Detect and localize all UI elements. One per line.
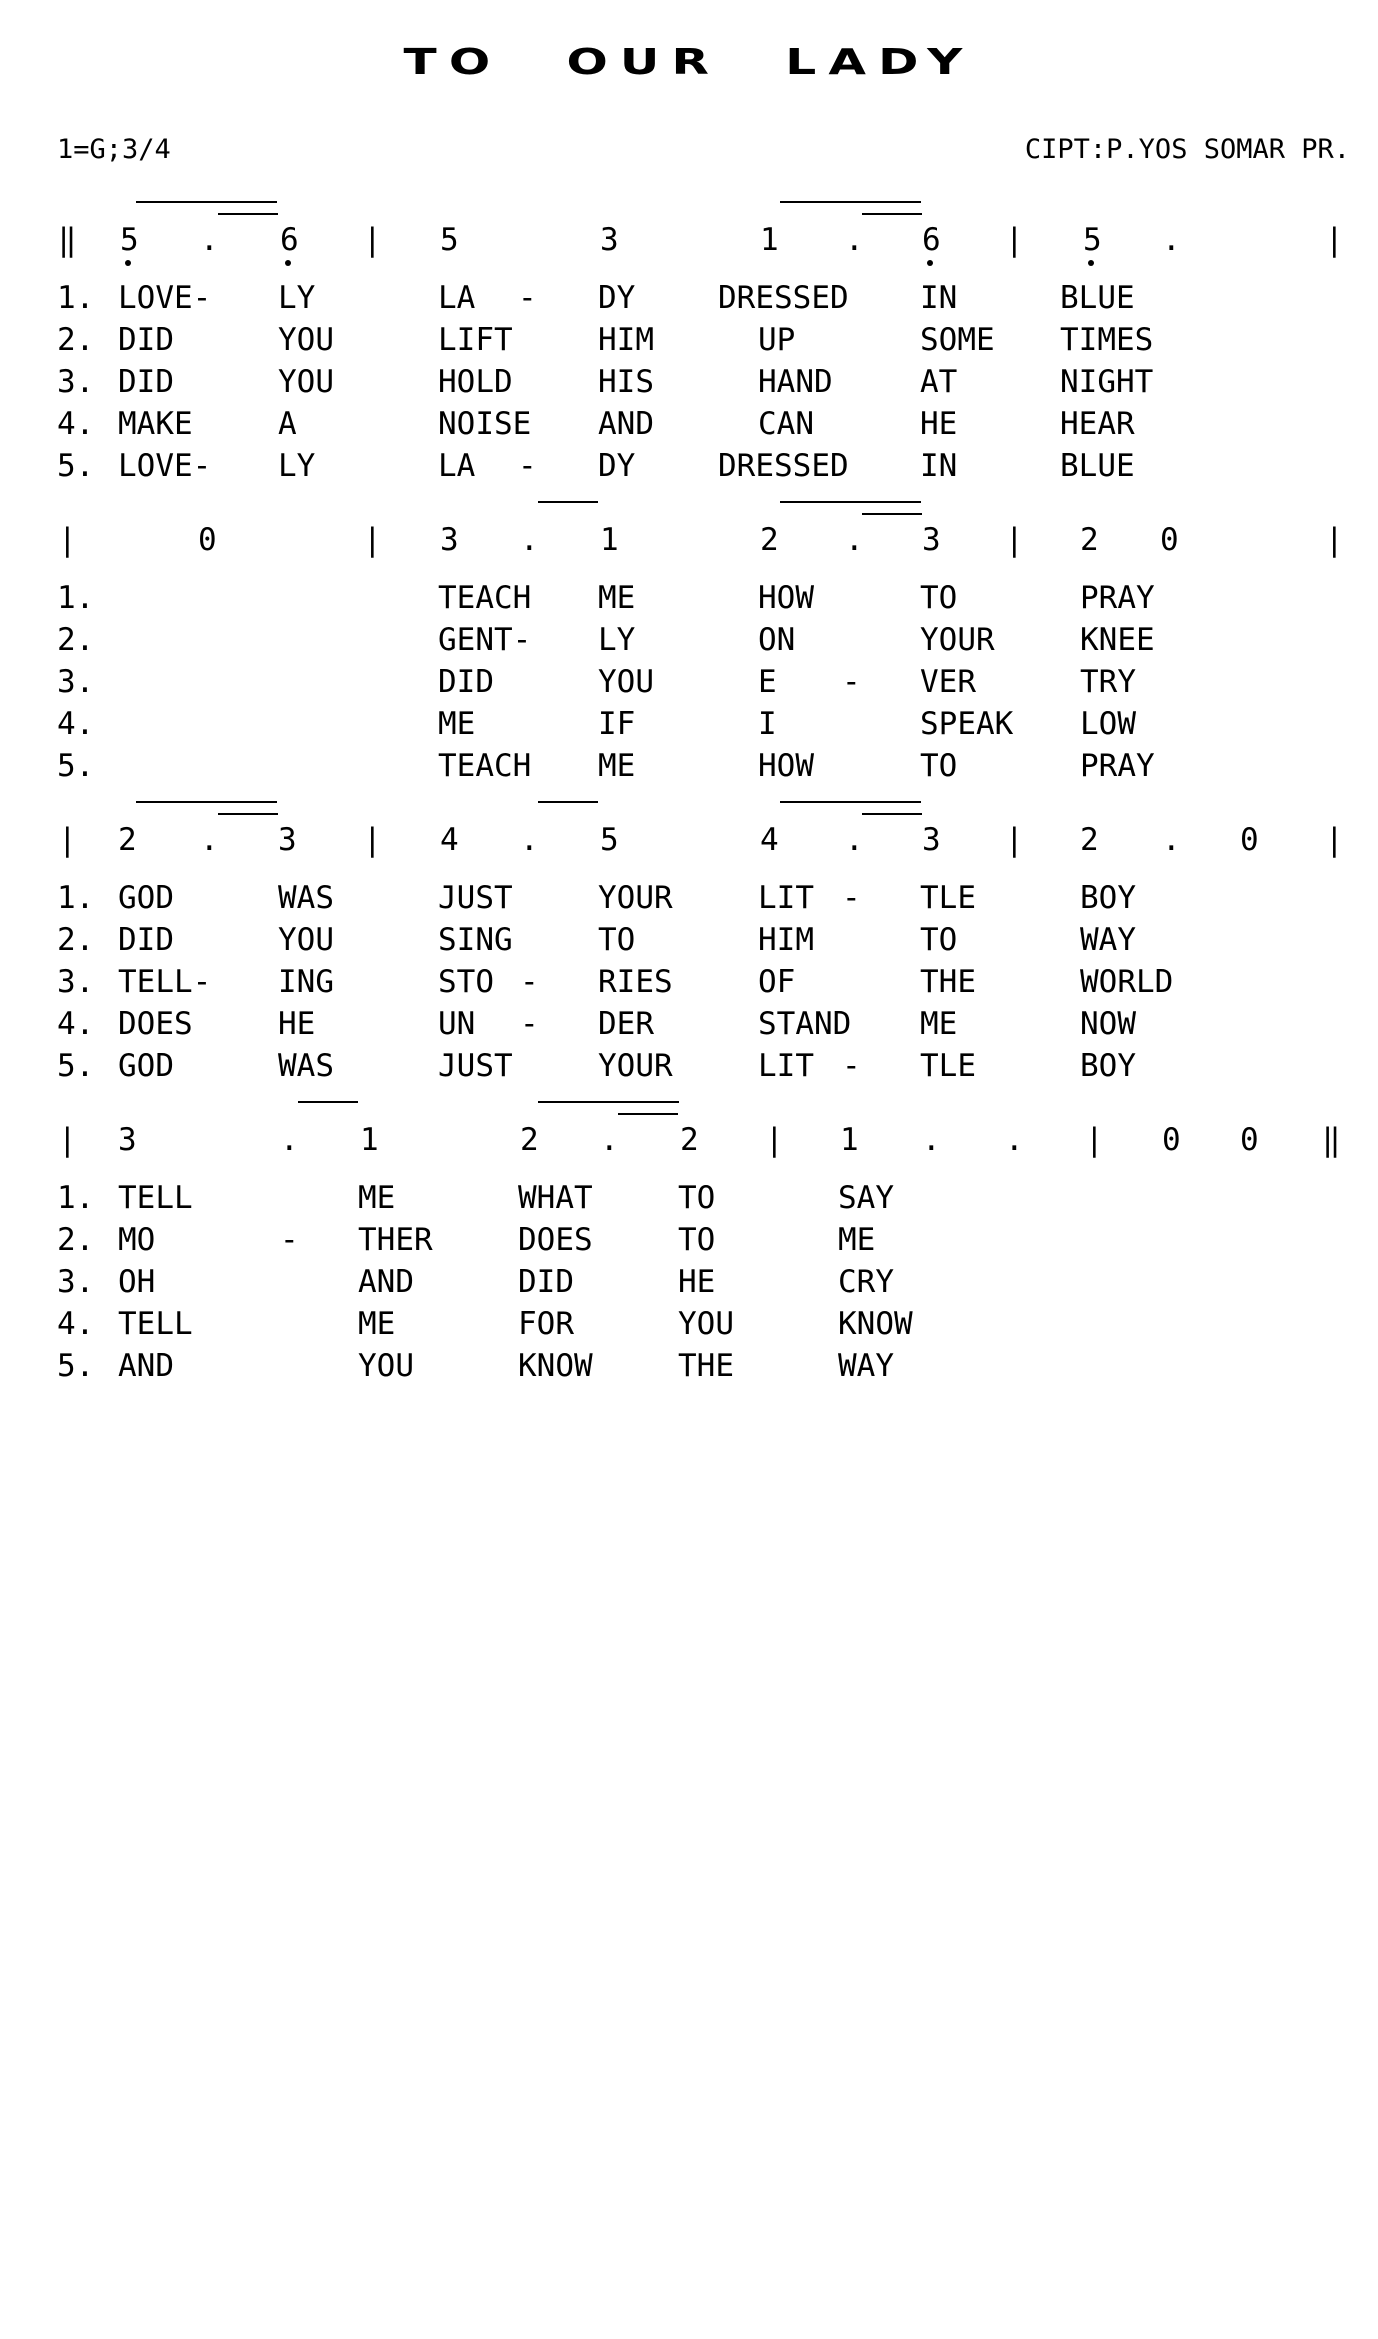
lyric-syllable: RIES [598, 964, 673, 1000]
notation-symbol: . [200, 222, 219, 258]
beam-line [780, 501, 921, 503]
lyric-syllable: GOD [118, 1048, 174, 1084]
lyric-syllable: HEAR [1060, 406, 1135, 442]
notation-symbol: 5 [120, 222, 139, 258]
notation-symbol: 0 [1240, 822, 1259, 858]
notation-symbol: 3 [440, 522, 459, 558]
beam-line [780, 201, 921, 203]
beam-line [538, 1101, 679, 1103]
lyric-syllable: ME [358, 1180, 396, 1216]
lyric-syllable: FOR [518, 1306, 574, 1342]
lyric-syllable: A [278, 406, 297, 442]
notation-symbol: . [280, 1122, 299, 1158]
notation-symbol: 1 [360, 1122, 379, 1158]
lyric-syllable: DID [518, 1264, 574, 1300]
lyric-syllable: THER [358, 1222, 433, 1258]
lyric-syllable: - [520, 1006, 539, 1042]
notation-symbol: | [363, 822, 382, 858]
lyric-syllable: TO [678, 1180, 716, 1216]
lyric-syllable: HIM [598, 322, 654, 358]
verse-number: 3. [57, 364, 95, 400]
lyric-syllable: WORLD [1080, 964, 1174, 1000]
lyric-syllable: - [520, 964, 539, 1000]
notation-symbol: 3 [118, 1122, 137, 1158]
lyric-syllable: VER [920, 664, 976, 700]
beam-line [538, 801, 598, 803]
verse-number: 5. [57, 448, 95, 484]
lyric-syllable: YOUR [598, 880, 673, 916]
lyric-syllable: - [842, 664, 861, 700]
verse-number: 3. [57, 1264, 95, 1300]
notation-symbol: 2 [680, 1122, 699, 1158]
beam-line [618, 1113, 678, 1115]
notation-symbol: 4 [760, 822, 779, 858]
lyric-syllable: HIS [598, 364, 654, 400]
lyric-syllable: LY [278, 280, 316, 316]
verse-number: 4. [57, 1006, 95, 1042]
verse-number: 4. [57, 1306, 95, 1342]
notation-symbol: | [1005, 222, 1024, 258]
beam-line [218, 813, 278, 815]
lyric-syllable: DOES [518, 1222, 593, 1258]
lyric-syllable: KNOW [838, 1306, 913, 1342]
lyric-syllable: LIT [758, 1048, 814, 1084]
lyric-syllable: - [518, 448, 537, 484]
notation-symbol: 1 [760, 222, 779, 258]
lyric-syllable: PRAY [1080, 580, 1155, 616]
lyric-syllable: HOW [758, 748, 814, 784]
lyric-syllable: TELL [118, 1180, 193, 1216]
notation-symbol: . [1162, 822, 1181, 858]
lyric-syllable: LIT [758, 880, 814, 916]
beam-line [862, 813, 922, 815]
lyric-syllable: YOUR [598, 1048, 673, 1084]
notation-symbol: 3 [278, 822, 297, 858]
notation-symbol: 4 [440, 822, 459, 858]
lyric-syllable: HE [278, 1006, 316, 1042]
octave-dot [1088, 260, 1094, 266]
notation-symbol: 0 [1162, 1122, 1181, 1158]
notation-symbol: 6 [280, 222, 299, 258]
lyric-syllable: TO [920, 748, 958, 784]
lyric-syllable: LA [438, 448, 476, 484]
verse-number: 2. [57, 622, 95, 658]
notation-symbol: 5 [600, 822, 619, 858]
verse-number: 1. [57, 280, 95, 316]
notation-symbol: 3 [922, 822, 941, 858]
notation-symbol: | [363, 522, 382, 558]
lyric-syllable: LOVE- [118, 448, 212, 484]
verse-number: 1. [57, 580, 95, 616]
notation-symbol: 0 [1160, 522, 1179, 558]
notation-symbol: | [1005, 522, 1024, 558]
notation-symbol: 0 [1240, 1122, 1259, 1158]
lyric-syllable: ME [920, 1006, 958, 1042]
lyric-syllable: TO [678, 1222, 716, 1258]
lyric-syllable: ME [598, 580, 636, 616]
lyric-syllable: DER [598, 1006, 654, 1042]
lyric-syllable: - [842, 1048, 861, 1084]
lyric-syllable: WAS [278, 1048, 334, 1084]
lyric-syllable: TEACH [438, 748, 532, 784]
notation-symbol: 5 [440, 222, 459, 258]
lyric-syllable: STO [438, 964, 494, 1000]
notation-symbol: 2 [520, 1122, 539, 1158]
lyric-syllable: GOD [118, 880, 174, 916]
lyric-syllable: IF [598, 706, 636, 742]
lyric-syllable: KNOW [518, 1348, 593, 1384]
lyric-syllable: MO [118, 1222, 156, 1258]
notation-symbol: 2 [1080, 522, 1099, 558]
lyric-syllable: TLE [920, 1048, 976, 1084]
lyric-syllable: ME [838, 1222, 876, 1258]
notation-symbol: ‖ [1322, 1122, 1341, 1158]
lyric-syllable: WAY [1080, 922, 1136, 958]
verse-number: 1. [57, 880, 95, 916]
lyric-syllable: - [842, 880, 861, 916]
lyric-syllable: TIMES [1060, 322, 1154, 358]
lyric-syllable: TO [598, 922, 636, 958]
notation-symbol: ‖ [58, 222, 77, 258]
lyric-syllable: TEACH [438, 580, 532, 616]
lyric-syllable: TRY [1080, 664, 1136, 700]
beam-line [538, 501, 598, 503]
lyric-syllable: TO [920, 580, 958, 616]
verse-number: 4. [57, 706, 95, 742]
lyric-syllable: ME [438, 706, 476, 742]
lyric-syllable: AND [118, 1348, 174, 1384]
lyric-syllable: WAS [278, 880, 334, 916]
lyric-syllable: HE [920, 406, 958, 442]
notation-symbol: . [922, 1122, 941, 1158]
lyric-syllable: DID [438, 664, 494, 700]
lyric-syllable: TLE [920, 880, 976, 916]
notation-symbol: . [845, 222, 864, 258]
notation-symbol: | [1085, 1122, 1104, 1158]
lyric-syllable: HAND [758, 364, 833, 400]
notation-symbol: 6 [922, 222, 941, 258]
verse-number: 5. [57, 1348, 95, 1384]
notation-symbol: | [58, 522, 77, 558]
beam-line [298, 1101, 358, 1103]
notation-symbol: | [1005, 822, 1024, 858]
lyric-syllable: BLUE [1060, 448, 1135, 484]
verse-number: 3. [57, 664, 95, 700]
key-signature: 1=G;3/4 [57, 134, 171, 165]
lyric-syllable: HOLD [438, 364, 513, 400]
lyric-syllable: YOU [358, 1348, 414, 1384]
lyric-syllable: DRESSED [718, 280, 849, 316]
verse-number: 2. [57, 922, 95, 958]
notation-symbol: 2 [760, 522, 779, 558]
verse-number: 5. [57, 748, 95, 784]
notation-symbol: 0 [198, 522, 217, 558]
lyric-syllable: ME [598, 748, 636, 784]
lyric-syllable: DY [598, 280, 636, 316]
lyric-syllable: BLUE [1060, 280, 1135, 316]
lyric-syllable: NOISE [438, 406, 532, 442]
notation-symbol: . [520, 522, 539, 558]
lyric-syllable: SING [438, 922, 513, 958]
lyric-syllable: DRESSED [718, 448, 849, 484]
song-title: TO OUR LADY [403, 42, 975, 83]
beam-line [218, 213, 278, 215]
lyric-syllable: YOU [678, 1306, 734, 1342]
notation-symbol: | [1325, 522, 1344, 558]
lyric-syllable: YOUR [920, 622, 995, 658]
notation-symbol: . [1162, 222, 1181, 258]
notation-symbol: 5 [1083, 222, 1102, 258]
lyric-syllable: NIGHT [1060, 364, 1154, 400]
lyric-syllable: LIFT [438, 322, 513, 358]
lyric-syllable: WAY [838, 1348, 894, 1384]
lyric-syllable: DOES [118, 1006, 193, 1042]
lyric-syllable: LA [438, 280, 476, 316]
lyric-syllable: LY [278, 448, 316, 484]
lyric-syllable: SPEAK [920, 706, 1014, 742]
lyric-syllable: SAY [838, 1180, 894, 1216]
lyric-syllable: NOW [1080, 1006, 1136, 1042]
verse-number: 2. [57, 1222, 95, 1258]
lyric-syllable: UN [438, 1006, 476, 1042]
notation-symbol: 2 [118, 822, 137, 858]
lyric-syllable: STAND [758, 1006, 852, 1042]
lyric-syllable: IN [920, 280, 958, 316]
notation-symbol: 1 [600, 522, 619, 558]
lyric-syllable: YOU [598, 664, 654, 700]
lyric-syllable: DY [598, 448, 636, 484]
lyric-syllable: BOY [1080, 880, 1136, 916]
notation-symbol: | [58, 822, 77, 858]
lyric-syllable: PRAY [1080, 748, 1155, 784]
notation-symbol: 2 [1080, 822, 1099, 858]
lyric-syllable: OF [758, 964, 796, 1000]
verse-number: 4. [57, 406, 95, 442]
notation-symbol: . [845, 522, 864, 558]
notation-symbol: . [845, 822, 864, 858]
notation-symbol: | [1325, 222, 1344, 258]
lyric-syllable: GENT- [438, 622, 532, 658]
notation-symbol: . [600, 1122, 619, 1158]
notation-symbol: | [765, 1122, 784, 1158]
lyric-syllable: LY [598, 622, 636, 658]
composer-credit: CIPT:P.YOS SOMAR PR. [1024, 134, 1350, 165]
notation-symbol: | [1325, 822, 1344, 858]
octave-dot [927, 260, 933, 266]
lyric-syllable: YOU [278, 922, 334, 958]
notation-symbol: | [363, 222, 382, 258]
notation-symbol: 3 [922, 522, 941, 558]
lyric-syllable: AT [920, 364, 958, 400]
verse-number: 5. [57, 1048, 95, 1084]
lyric-syllable: SOME [920, 322, 995, 358]
lyric-syllable: ON [758, 622, 796, 658]
lyric-syllable: ING [278, 964, 334, 1000]
beam-line [862, 213, 922, 215]
notation-symbol: . [520, 822, 539, 858]
beam-line [780, 801, 921, 803]
beam-line [136, 801, 277, 803]
octave-dot [125, 260, 131, 266]
notation-symbol: . [1005, 1122, 1024, 1158]
lyric-syllable: DID [118, 364, 174, 400]
lyric-syllable: HOW [758, 580, 814, 616]
lyric-syllable: THE [920, 964, 976, 1000]
lyric-syllable: E [758, 664, 777, 700]
lyric-syllable: - [280, 1222, 299, 1258]
notation-symbol: 3 [600, 222, 619, 258]
lyric-syllable: BOY [1080, 1048, 1136, 1084]
lyric-syllable: YOU [278, 364, 334, 400]
lyric-syllable: AND [598, 406, 654, 442]
lyric-syllable: DID [118, 322, 174, 358]
lyric-syllable: MAKE [118, 406, 193, 442]
notation-symbol: | [58, 1122, 77, 1158]
lyric-syllable: UP [758, 322, 796, 358]
lyric-syllable: HE [678, 1264, 716, 1300]
lyric-syllable: TELL [118, 1306, 193, 1342]
lyric-syllable: IN [920, 448, 958, 484]
lyric-syllable: CAN [758, 406, 814, 442]
lyric-syllable: ME [358, 1306, 396, 1342]
lyric-syllable: LOW [1080, 706, 1136, 742]
lyric-syllable: TELL- [118, 964, 212, 1000]
lyric-syllable: OH [118, 1264, 156, 1300]
lyric-syllable: HIM [758, 922, 814, 958]
lyric-syllable: JUST [438, 880, 513, 916]
lyric-syllable: JUST [438, 1048, 513, 1084]
lyric-syllable: - [518, 280, 537, 316]
lyric-syllable: TO [920, 922, 958, 958]
lyric-syllable: CRY [838, 1264, 894, 1300]
notation-symbol: 1 [840, 1122, 859, 1158]
notation-symbol: . [200, 822, 219, 858]
lyric-syllable: AND [358, 1264, 414, 1300]
lyric-syllable: KNEE [1080, 622, 1155, 658]
lyric-syllable: YOU [278, 322, 334, 358]
verse-number: 3. [57, 964, 95, 1000]
verse-number: 2. [57, 322, 95, 358]
lyric-syllable: DID [118, 922, 174, 958]
verse-number: 1. [57, 1180, 95, 1216]
lyric-syllable: WHAT [518, 1180, 593, 1216]
lyric-syllable: I [758, 706, 777, 742]
octave-dot [285, 260, 291, 266]
lyric-syllable: LOVE- [118, 280, 212, 316]
beam-line [136, 201, 277, 203]
lyric-syllable: THE [678, 1348, 734, 1384]
beam-line [862, 513, 922, 515]
